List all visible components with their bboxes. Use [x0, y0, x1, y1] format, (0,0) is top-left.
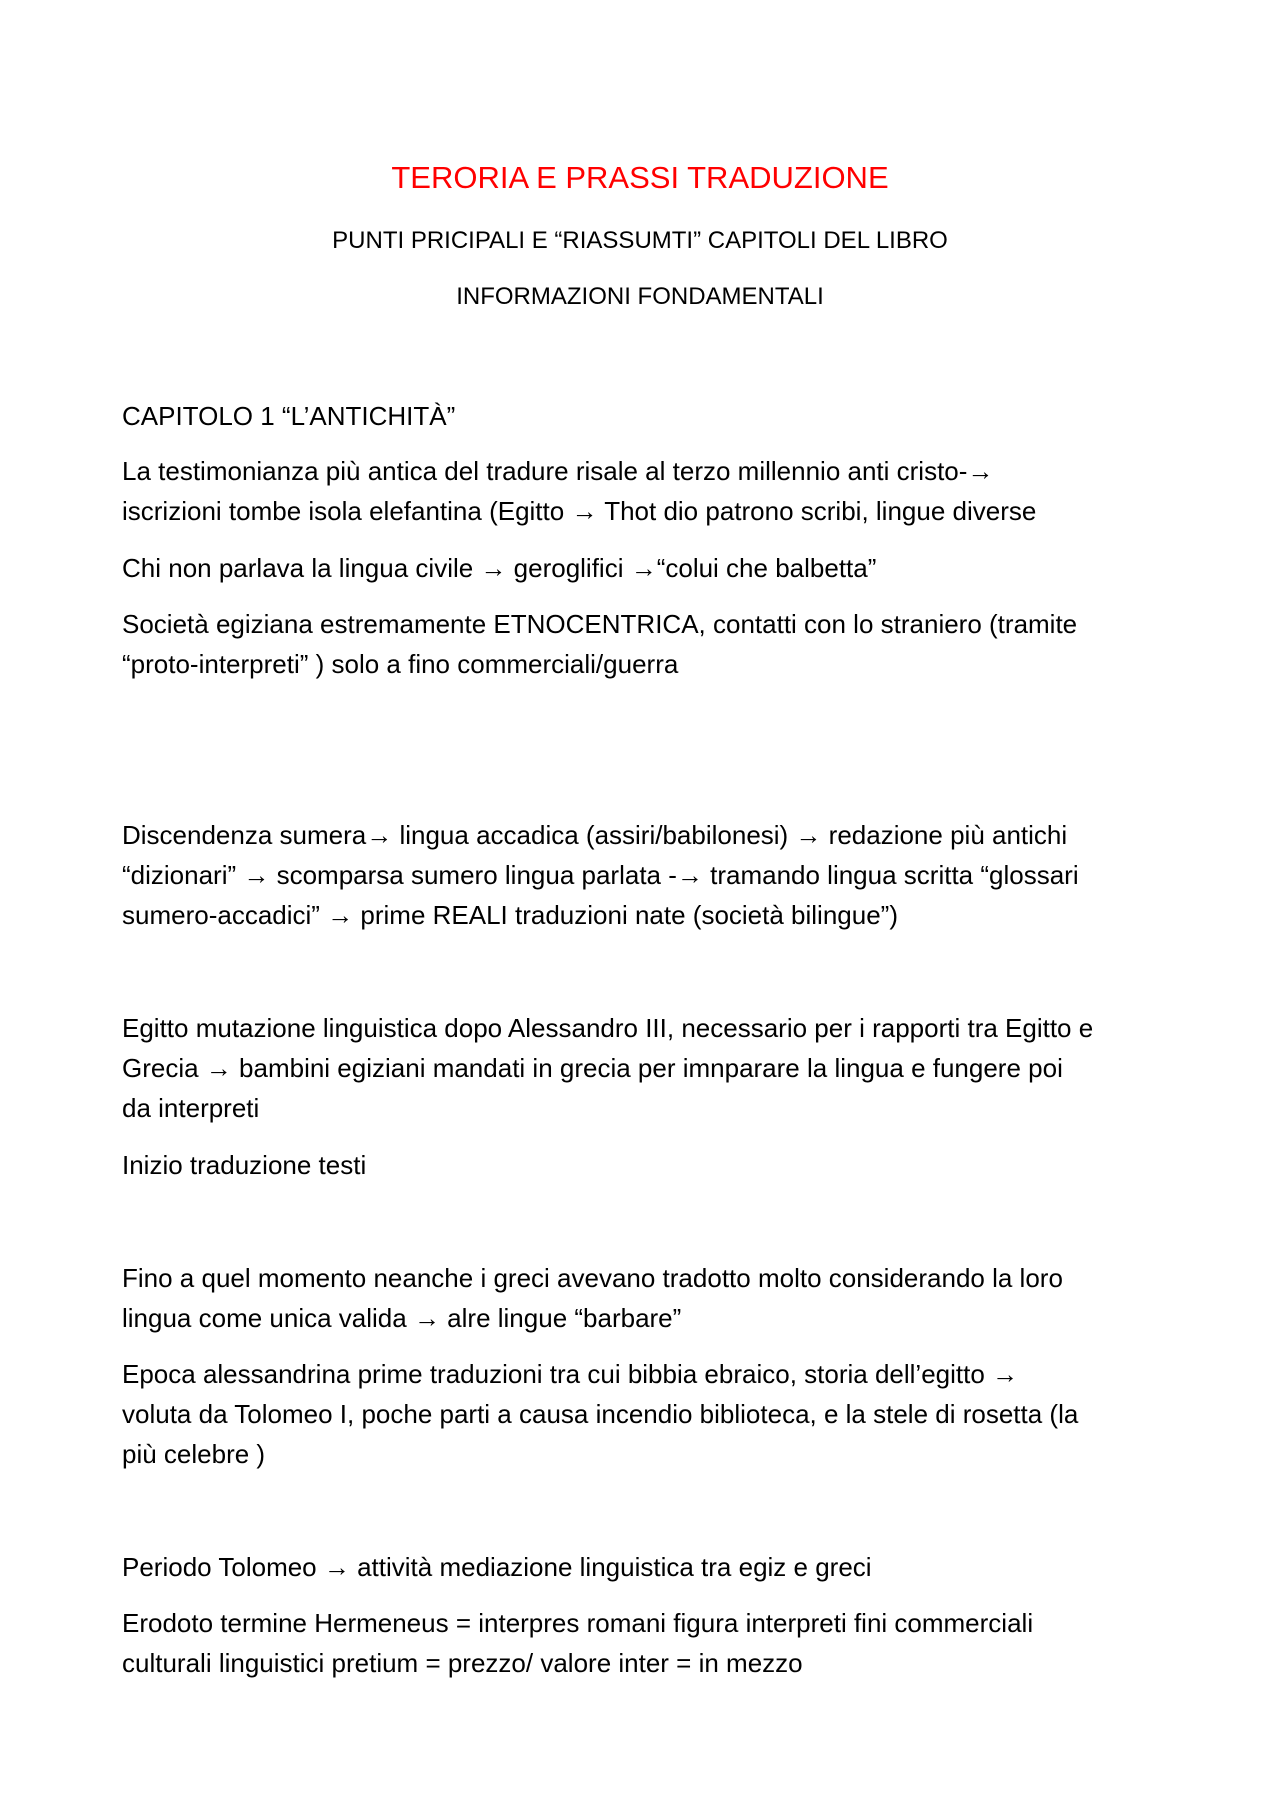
text-line: Grecia → bambini egiziani mandati in grecia per imnparare la lingua e fungere poi: [122, 1053, 1063, 1083]
paragraph: [122, 604, 1182, 684]
text-line: Erodoto termine Hermeneus = interpres romani figura interpreti fini commerciali: [122, 1608, 1034, 1638]
paragraph: [122, 1145, 1182, 1185]
paragraph: [122, 1354, 1182, 1474]
text-line: più celebre ): [122, 1439, 266, 1469]
paragraph: [122, 1603, 1182, 1683]
document-subtitle: PUNTI PRICIPALI E “RIASSUMTI” CAPITOLI DEL LIBRO: [332, 227, 948, 254]
text-line: “proto-interpreti” ) solo a fino commerciali/guerra: [122, 649, 679, 679]
paragraph: [122, 1008, 1182, 1128]
paragraph: [122, 1547, 1182, 1587]
text-line: da interpreti: [122, 1093, 260, 1123]
text-line: voluta da Tolomeo I, poche parti a causa incendio biblioteca, e la stele di rosetta (la: [122, 1399, 1079, 1429]
document-subtitle-secondary: INFORMAZIONI FONDAMENTALI: [456, 283, 824, 310]
text-line: Epoca alessandrina prime traduzioni tra cui bibbia ebraico, storia dell’egitto →: [122, 1359, 1019, 1389]
paragraph: [122, 451, 1182, 531]
text-line: Fino a quel momento neanche i greci avevano tradotto molto considerando la loro: [122, 1263, 1063, 1293]
document-title: TERORIA E PRASSI TRADUZIONE: [391, 160, 889, 195]
text-line: Egitto mutazione linguistica dopo Alessandro III, necessario per i rapporti tra Egitto e: [122, 1013, 1094, 1043]
text-line: culturali linguistici pretium = prezzo/ valore inter = in mezzo: [122, 1648, 803, 1678]
text-line: lingua come unica valida → alre lingue “barbare”: [122, 1303, 682, 1333]
text-line: Società egiziana estremamente ETNOCENTRICA, contatti con lo straniero (tramite: [122, 609, 1078, 639]
text-line: Inizio traduzione testi: [122, 1150, 367, 1180]
paragraph: [122, 815, 1182, 935]
text-line: Discendenza sumera→ lingua accadica (assiri/babilonesi) → redazione più antichi: [122, 820, 1068, 850]
text-line: CAPITOLO 1 “L’ANTICHITÀ”: [122, 401, 456, 431]
paragraph: [122, 1258, 1182, 1338]
text-line: sumero-accadici” → prime REALI traduzioni nate (società bilingue”): [122, 900, 898, 930]
paragraph: [122, 548, 1182, 588]
text-line: Chi non parlava la lingua civile → geroglifici →“colui che balbetta”: [122, 553, 877, 583]
text-line: La testimonianza più antica del tradure risale al terzo millennio anti cristo-→: [122, 456, 994, 486]
chapter-heading: [122, 396, 1182, 436]
text-line: “dizionari” → scomparsa sumero lingua parlata -→ tramando lingua scritta “glossari: [122, 860, 1079, 890]
text-line: Periodo Tolomeo → attività mediazione linguistica tra egiz e greci: [122, 1552, 872, 1582]
text-line: iscrizioni tombe isola elefantina (Egitto → Thot dio patrono scribi, lingue diverse: [122, 496, 1037, 526]
